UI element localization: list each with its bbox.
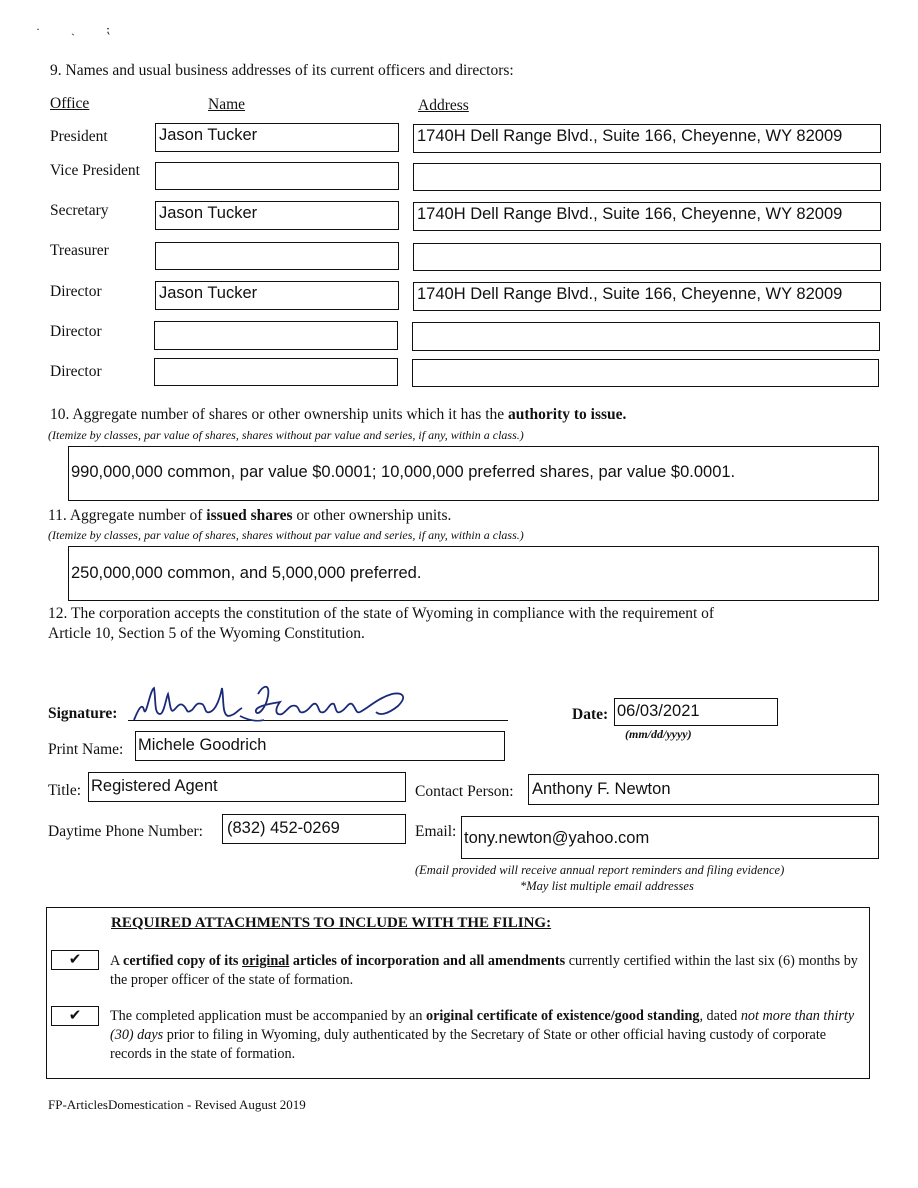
address-field[interactable] [413, 163, 881, 191]
item-italic-text: not more than thirty (30) days [110, 1008, 855, 1043]
issued-shares-field[interactable] [68, 546, 879, 601]
section10-heading-text: 10. Aggregate number of shares or other ownership units which it has the [50, 406, 509, 423]
name-value: Jason Tucker [159, 204, 258, 222]
check-icon: ✔ [68, 1008, 82, 1024]
item-bold-text: articles of incorporation and all amendments [289, 953, 566, 969]
signature-scribble [130, 680, 420, 726]
certificate-checkbox[interactable] [51, 1006, 99, 1026]
item-bold-text: original certificate of existence/good standing [425, 1008, 700, 1024]
item-text: , dated [699, 1008, 741, 1024]
email-note: (Email provided will receive annual report reminders and filing evidence) [415, 863, 785, 877]
address-field[interactable] [412, 322, 880, 351]
name-field[interactable] [155, 162, 399, 190]
phone-value: (832) 452-0269 [227, 819, 340, 837]
item-text: A [110, 953, 124, 969]
section9-heading: 9. Names and usual business addresses of its current officers and directors: [50, 62, 514, 79]
attachment-item-certificate [110, 1007, 862, 1064]
required-attachments-box [46, 907, 870, 1079]
issued-shares-value: 250,000,000 common, and 5,000,000 preferred. [71, 564, 422, 582]
address-field[interactable] [413, 202, 881, 231]
section11-heading-bold: issued shares [206, 507, 293, 524]
title-value: Registered Agent [91, 777, 218, 795]
date-value: 06/03/2021 [617, 702, 700, 720]
signature-label: Signature: [48, 705, 118, 722]
required-attachments-heading: REQUIRED ATTACHMENTS TO INCLUDE WITH THE FILING: [111, 915, 552, 931]
form-footer: FP-ArticlesDomestication - Revised August 2019 [48, 1097, 306, 1112]
title-label: Title: [48, 782, 82, 799]
title-field[interactable] [88, 772, 406, 802]
address-field[interactable] [412, 359, 879, 387]
phone-field[interactable] [222, 814, 406, 844]
column-header-name: Name [208, 96, 246, 113]
attachment-item-articles [110, 952, 862, 990]
office-label: Treasurer [50, 242, 109, 259]
contact-person-label: Contact Person: [415, 783, 514, 800]
handwritten-signature [130, 680, 420, 726]
address-field[interactable] [413, 282, 881, 311]
section12-line2: Article 10, Section 5 of the Wyoming Constitution. [48, 625, 365, 642]
email-value: tony.newton@yahoo.com [464, 829, 650, 847]
contact-person-field[interactable] [528, 774, 879, 805]
name-field[interactable] [155, 242, 399, 270]
email-label: Email: [415, 823, 457, 840]
name-value: Jason Tucker [159, 126, 258, 144]
authorized-shares-value: 990,000,000 common, par value $0.0001; 10,000,000 preferred shares, par value $0.0001. [71, 463, 736, 481]
column-header-address: Address [418, 97, 469, 114]
contact-person-value: Anthony F. Newton [532, 780, 671, 798]
office-label: Director [50, 323, 102, 340]
office-label: President [50, 128, 108, 145]
office-label: Secretary [50, 202, 109, 219]
item-text: prior to filing in Wyoming, duly authenticated by the Secretary of State or other official having custody of corporate records in the state of formation. [110, 1027, 827, 1062]
phone-label: Daytime Phone Number: [48, 823, 203, 840]
name-field[interactable] [154, 321, 398, 350]
name-field[interactable] [154, 358, 398, 386]
section12-line1: 12. The corporation accepts the constitution of the state of Wyoming in compliance with the requirement of [48, 605, 715, 622]
print-name-field[interactable] [135, 731, 505, 761]
item-bold-text: certified copy of its [123, 953, 242, 969]
name-field[interactable] [155, 123, 399, 152]
item-text: currently certified within the last six (6) months by the proper officer of the state of formation. [110, 953, 858, 988]
print-name-value: Michele Goodrich [138, 736, 267, 754]
item-text: The completed application must be accompanied by an [110, 1008, 426, 1024]
print-name-label: Print Name: [48, 741, 124, 758]
section11-note: (Itemize by classes, par value of shares, shares without par value and series, if any, within a class.) [48, 528, 524, 542]
section11-heading-text-end: or other ownership units. [292, 507, 452, 524]
address-field[interactable] [413, 124, 881, 153]
date-label: Date: [572, 706, 609, 723]
address-value: 1740H Dell Range Blvd., Suite 166, Cheyenne, WY 82009 [417, 205, 843, 223]
section10-heading-bold: authority to issue. [508, 406, 627, 423]
section10-note: (Itemize by classes, par value of shares, shares without par value and series, if any, within a class.) [48, 428, 524, 442]
name-field[interactable] [155, 281, 399, 310]
check-icon: ✔ [68, 952, 82, 968]
email-field[interactable] [461, 816, 879, 859]
section11-heading [48, 507, 451, 525]
articles-checkbox[interactable] [51, 950, 99, 970]
name-value: Jason Tucker [159, 284, 258, 302]
address-value: 1740H Dell Range Blvd., Suite 166, Cheyenne, WY 82009 [417, 127, 843, 145]
authorized-shares-field[interactable] [68, 446, 879, 501]
office-label: Director [50, 363, 102, 380]
column-header-office: Office [50, 95, 90, 112]
address-field[interactable] [413, 243, 881, 271]
date-format-hint: (mm/dd/yyyy) [625, 727, 692, 741]
section10-heading [50, 406, 626, 424]
section11-heading-text: 11. Aggregate number of [48, 507, 207, 524]
office-label: Vice President [50, 162, 140, 179]
address-value: 1740H Dell Range Blvd., Suite 166, Cheyenne, WY 82009 [417, 285, 843, 303]
office-label: Director [50, 283, 102, 300]
item-underlined-text: original [242, 953, 290, 969]
scan-marks: · ˏ ⁏ [36, 22, 125, 36]
name-field[interactable] [155, 201, 399, 230]
email-note-multiple: *May list multiple email addresses [520, 879, 694, 893]
date-field[interactable] [614, 698, 778, 726]
